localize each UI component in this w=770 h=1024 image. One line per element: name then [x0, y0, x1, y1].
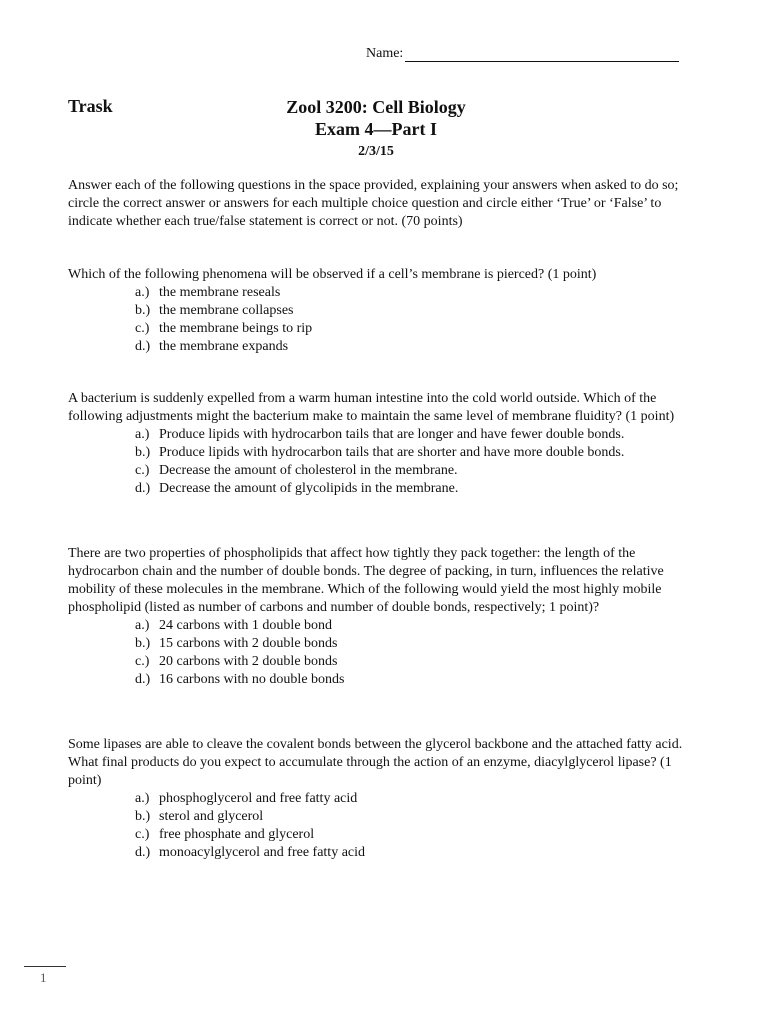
option-text: Produce lipids with hydrocarbon tails that are longer and have fewer double bonds.	[159, 427, 625, 442]
page-number: 1	[40, 970, 47, 985]
question-2	[68, 390, 708, 498]
option-text: 24 carbons with 1 double bond	[159, 618, 333, 633]
option-c[interactable]	[135, 320, 708, 338]
question-4	[68, 736, 708, 862]
instructions: Answer each of the following questions in the space provided, explaining your answers when asked to do so; circle the correct answer or answers for each multiple choice question and circle either ‘True’ or ‘False’ to indicate whether each true/false statement is correct or not. (70 points)	[68, 178, 679, 229]
option-d[interactable]	[135, 338, 708, 356]
option-list	[68, 790, 708, 862]
option-a[interactable]	[135, 284, 708, 302]
option-text: the membrane expands	[159, 339, 289, 354]
option-c[interactable]	[135, 462, 708, 480]
option-text: the membrane reseals	[159, 285, 281, 300]
question-3	[68, 545, 708, 689]
option-a[interactable]	[135, 790, 708, 808]
option-a[interactable]	[135, 617, 708, 635]
option-list	[68, 617, 708, 689]
option-text: the membrane collapses	[159, 303, 294, 318]
exam-date: 2/3/15	[358, 144, 394, 159]
question-stem: Which of the following phenomena will be observed if a cell’s membrane is pierced? (1 point)	[68, 267, 597, 282]
option-text: monoacylglycerol and free fatty acid	[159, 845, 366, 860]
option-letter: c.)	[135, 463, 150, 478]
option-letter: b.)	[135, 303, 151, 318]
question-stem: There are two properties of phospholipids that affect how tightly they pack together: the length of the hydrocarbon chain and the number of double bonds. The degree of packing, in turn, influences the relative mobility of these molecules in the membrane. Which of the following would yield the most highly mobile phospholipid (listed as number of carbons and number of double bonds, respectively; 1 point)?	[68, 546, 664, 615]
option-d[interactable]	[135, 480, 708, 498]
option-letter: d.)	[135, 672, 151, 687]
exam-header	[0, 96, 752, 164]
question-stem: Some lipases are able to cleave the covalent bonds between the glycerol backbone and the attached fatty acid. What final products do you expect to accumulate through the action of an enzyme, diacylglycerol lipase? (1 point)	[68, 737, 683, 788]
option-b[interactable]	[135, 302, 708, 320]
option-text: Decrease the amount of glycolipids in the membrane.	[159, 481, 459, 496]
exam-title: Exam 4—Part I	[315, 119, 437, 139]
option-a[interactable]	[135, 426, 708, 444]
option-text: Produce lipids with hydrocarbon tails that are shorter and have more double bonds.	[159, 445, 625, 460]
option-letter: d.)	[135, 481, 151, 496]
option-text: phosphoglycerol and free fatty acid	[159, 791, 358, 806]
author-name: Trask	[68, 96, 113, 116]
option-letter: d.)	[135, 339, 151, 354]
option-text: Decrease the amount of cholesterol in the membrane.	[159, 463, 458, 478]
option-letter: b.)	[135, 809, 151, 824]
option-letter: c.)	[135, 321, 150, 336]
footer-divider	[24, 966, 66, 967]
option-text: sterol and glycerol	[159, 809, 264, 824]
option-d[interactable]	[135, 671, 708, 689]
name-field	[366, 46, 679, 62]
option-c[interactable]	[135, 826, 708, 844]
option-letter: a.)	[135, 285, 150, 300]
name-blank-line[interactable]	[405, 46, 679, 62]
option-text: 20 carbons with 2 double bonds	[159, 654, 338, 669]
option-letter: d.)	[135, 845, 151, 860]
option-d[interactable]	[135, 844, 708, 862]
option-b[interactable]	[135, 635, 708, 653]
option-text: the membrane beings to rip	[159, 321, 313, 336]
course-title: Zool 3200: Cell Biology	[286, 97, 466, 117]
option-list	[68, 284, 708, 356]
option-letter: c.)	[135, 654, 150, 669]
option-text: 15 carbons with 2 double bonds	[159, 636, 338, 651]
option-letter: b.)	[135, 445, 151, 460]
option-b[interactable]	[135, 444, 708, 462]
option-letter: a.)	[135, 618, 150, 633]
option-letter: a.)	[135, 427, 150, 442]
option-letter: c.)	[135, 827, 150, 842]
question-1	[68, 266, 708, 356]
name-label: Name:	[366, 46, 404, 61]
question-stem: A bacterium is suddenly expelled from a warm human intestine into the cold world outside. Which of the following adjustments might the bacterium make to maintain the same level of membrane fluidity? (1 point)	[68, 391, 675, 424]
option-letter: b.)	[135, 636, 151, 651]
option-c[interactable]	[135, 653, 708, 671]
option-list	[68, 426, 708, 498]
option-text: free phosphate and glycerol	[159, 827, 315, 842]
option-b[interactable]	[135, 808, 708, 826]
option-text: 16 carbons with no double bonds	[159, 672, 345, 687]
option-letter: a.)	[135, 791, 150, 806]
